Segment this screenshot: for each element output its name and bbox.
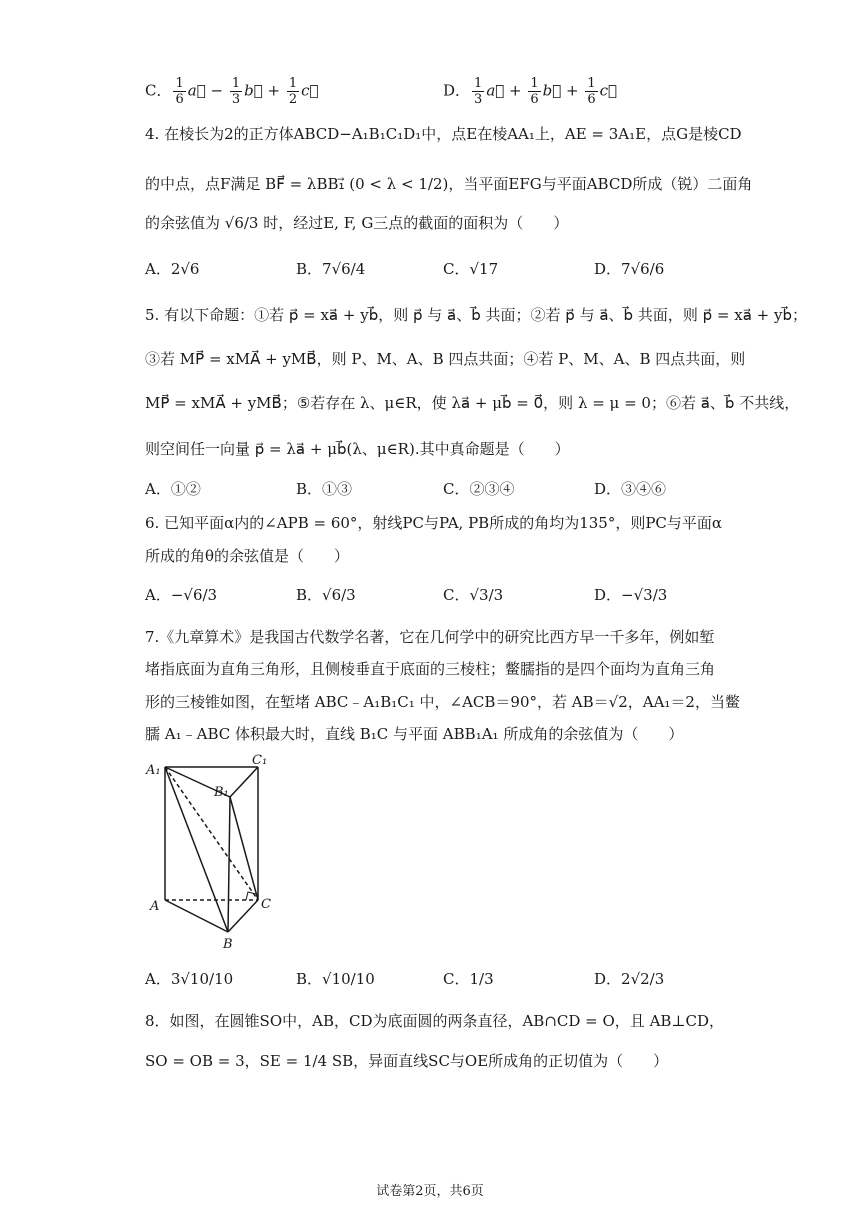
page-footer: 试卷第2页，共6页	[376, 1184, 484, 1199]
label-a: A	[150, 899, 160, 914]
q7-option-c: C．1/3	[443, 970, 494, 988]
q6-option-c: C．√3/3	[443, 586, 504, 604]
edge-b1b	[228, 797, 230, 932]
q5-option-d: D．③④⑥	[594, 480, 667, 498]
q7-line-1: 7.《九章算术》是我国古代数学名著，它在几何学中的研究比西方早一千多年，例如堑	[145, 628, 715, 646]
prism-figure	[140, 752, 280, 952]
label-c1: C₁	[252, 753, 268, 768]
q8-line-1: 8．如图，在圆锥SO中，AB，CD为底面圆的两条直径，AB∩CD = O，且 AB⊥CD，	[145, 1012, 725, 1030]
q5-option-a: A．①②	[145, 480, 201, 498]
q8-line-2: SO = OB = 3，SE = 1/4 SB，异面直线SC与OE所成角的正切值为（ ）	[145, 1052, 669, 1070]
q7-option-d: D．2√2/3	[594, 970, 665, 988]
edge-b1c	[230, 797, 258, 900]
q4-option-d: D．7√6/6	[594, 260, 665, 278]
q6-option-d: D．−√3/3	[594, 586, 668, 604]
q3-option-d: D． $\frac{1}{3}$ a⃗ + $\frac{1}{6}$ b⃗ + $\frac{1}{6}$ c⃗	[443, 76, 618, 107]
q5-line-4: 则空间任一向量 p⃗ = λa⃗ + μb⃗(λ、μ∈R).其中真命题是（ ）	[145, 440, 570, 458]
label-c: C	[261, 897, 271, 912]
q5-option-c: C．②③④	[443, 480, 515, 498]
q7-option-b: B．√10/10	[296, 970, 375, 988]
q4-line-2: 的中点，点F满足 BF⃗ = λBB₁⃗ (0 < λ < 1/2)，当平面EFG与平面ABCD所成（锐）二面角	[145, 175, 753, 193]
q7-line-2: 堵指底面为直角三角形，且侧棱垂直于底面的三棱柱；鳖臑指的是四个面均为直角三角	[145, 660, 716, 678]
q4-option-c: C．√17	[443, 260, 499, 278]
q6-option-a: A．−√6/3	[145, 586, 218, 604]
q5-option-b: B．①③	[296, 480, 353, 498]
q4-option-b: B．7√6/4	[296, 260, 366, 278]
q6-option-b: B．√6/3	[296, 586, 356, 604]
q4-option-a: A．2√6	[145, 260, 200, 278]
q5-line-1: 5. 有以下命题：①若 p⃗ = xa⃗ + yb⃗，则 p⃗ 与 a⃗、b⃗ 共面；②若 p⃗ 与 a⃗、b⃗ 共面，则 p⃗ = xa⃗ + yb⃗；	[145, 306, 807, 324]
edge-a1c-hidden	[165, 767, 258, 900]
label-a1: A₁	[146, 763, 161, 778]
q6-line-2: 所成的角θ的余弦值是（ ）	[145, 547, 350, 565]
q6-line-1: 6. 已知平面α内的∠APB = 60°，射线PC与PA, PB所成的角均为135°，则PC与平面α	[145, 514, 723, 532]
edge-bc	[228, 900, 258, 932]
q5-line-3: MP⃗ = xMA⃗ + yMB⃗；⑤若存在 λ、μ∈R，使 λa⃗ + μb⃗ = 0⃗，则 λ = μ = 0；⑥若 a⃗、b⃗ 不共线，	[145, 394, 800, 412]
label-b1: B₁	[214, 785, 229, 800]
label-b: B	[223, 937, 233, 952]
q4-line-1: 4. 在棱长为2的正方体ABCD−A₁B₁C₁D₁中，点E在棱AA₁上，AE = 3A₁E，点G是棱CD	[145, 125, 742, 143]
q7-line-3: 形的三棱锥如图，在堑堵 ABC﹣A₁B₁C₁ 中，∠ACB＝90°，若 AB＝√2，AA₁＝2，当鳖	[145, 693, 740, 711]
q4-line-3: 的余弦值为 √6/3 时，经过E, F, G三点的截面的面积为（ ）	[145, 214, 569, 232]
edge-ab	[165, 900, 228, 932]
q3-option-c: C． $\frac{1}{6}$ a⃗ − $\frac{1}{3}$ b⃗ + $\frac{1}{2}$ c⃗	[145, 76, 319, 107]
q7-option-a: A．3√10/10	[145, 970, 234, 988]
edge-b1c1	[230, 767, 258, 797]
q5-line-2: ③若 MP⃗ = xMA⃗ + yMB⃗，则 P、M、A、B 四点共面；④若 P、M、A、B 四点共面，则	[145, 350, 746, 368]
q7-line-4: 臑 A₁﹣ABC 体积最大时，直线 B₁C 与平面 ABB₁A₁ 所成角的余弦值为（ ）	[145, 725, 684, 743]
